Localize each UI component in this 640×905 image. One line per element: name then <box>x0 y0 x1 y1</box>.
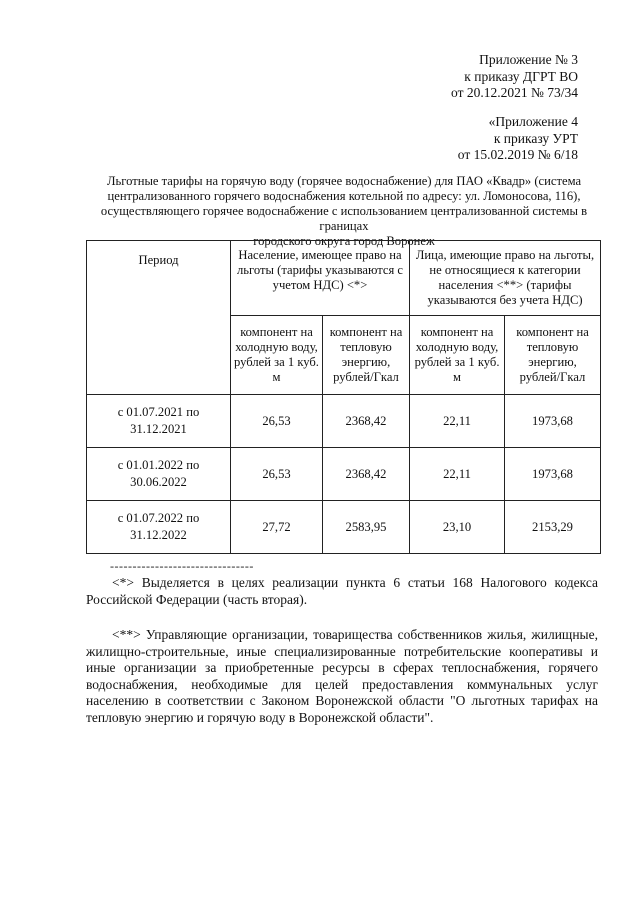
annex-line: к приказу УРТ <box>493 130 578 146</box>
population-group-header: Население, имеющее право на льготы (тарифы указываются с учетом НДС) <*> <box>231 241 410 316</box>
tariff-cell: 26,53 <box>231 448 323 501</box>
tariff-cell: 22,11 <box>410 395 505 448</box>
tariff-cell: 22,11 <box>410 448 505 501</box>
tariff-cell: 27,72 <box>231 501 323 554</box>
annex-previous-reference <box>458 114 578 164</box>
non-population-group-header: Лица, имеющие право на льготы, не относящиеся к категории населения <**> (тарифы указываются без учета НДС) <box>410 241 601 316</box>
tariff-cell: 23,10 <box>410 501 505 554</box>
heat-component-header: компонент на тепловую энергию, рублей/Гкал <box>323 316 410 395</box>
annex-current-reference <box>451 52 578 102</box>
tariff-cell: 2368,42 <box>323 395 410 448</box>
period-cell: с 01.01.2022 по 30.06.2022 <box>87 448 231 501</box>
cold-water-component-header: компонент на холодную воду, рублей за 1 куб. м <box>410 316 505 395</box>
annex-line: Приложение № 3 <box>479 52 578 67</box>
tariff-cell: 1973,68 <box>505 448 601 501</box>
title-line: осуществляющего горячее водоснабжение с использованием централизованной системы в границах <box>100 204 588 233</box>
table-row <box>87 501 601 554</box>
footnote-separator: -------------------------------- <box>110 559 254 573</box>
tariff-table <box>86 240 601 554</box>
title-line: централизованного горячего водоснабжения котельной по адресу: ул. Ломоносова, 116), <box>107 189 581 203</box>
footnote-text: <*> Выделяется в целях реализации пункта 6 статьи 168 Налогового кодекса Российской Федерации (часть вторая). <box>86 575 598 607</box>
annex-line: «Приложение 4 <box>488 114 578 129</box>
tariff-cell: 2583,95 <box>323 501 410 554</box>
table-row <box>87 448 601 501</box>
document-title <box>84 174 604 249</box>
tariff-cell: 2368,42 <box>323 448 410 501</box>
period-cell: с 01.07.2021 по 31.12.2021 <box>87 395 231 448</box>
title-line: городского округа город Воронеж <box>253 234 435 248</box>
annex-line: от 15.02.2019 № 6/18 <box>457 147 578 162</box>
tariff-cell: 26,53 <box>231 395 323 448</box>
tariff-cell: 2153,29 <box>505 501 601 554</box>
table-row <box>87 395 601 448</box>
title-line: Льготные тарифы на горячую воду (горячее водоснабжение) для ПАО «Квадр» (система <box>106 174 582 188</box>
footnote-non-population <box>86 627 598 726</box>
tariff-cell: 1973,68 <box>505 395 601 448</box>
cold-water-component-header: компонент на холодную воду, рублей за 1 куб. м <box>231 316 323 395</box>
footnote-text: <**> Управляющие организации, товарищества собственников жилья, жилищные, жилищно-строительные, иные специализированные потребительские кооперативы и иные организации за приобретенные ресурсы в сферах теплоснабжения, горячего водоснабжения, необходимые для целей предоставления коммунальных услуг населению в соответствии с Законом Воронежской области "О льготных тарифах на тепловую энергию и горячую воду в Воронежской области". <box>86 627 598 725</box>
annex-line: от 20.12.2021 № 73/34 <box>451 85 578 100</box>
footnote-vat <box>86 575 598 608</box>
period-cell: с 01.07.2022 по 31.12.2022 <box>87 501 231 554</box>
annex-line: к приказу ДГРТ ВО <box>464 68 578 84</box>
period-header: Период <box>87 241 231 395</box>
heat-component-header: компонент на тепловую энергию, рублей/Гкал <box>505 316 601 395</box>
